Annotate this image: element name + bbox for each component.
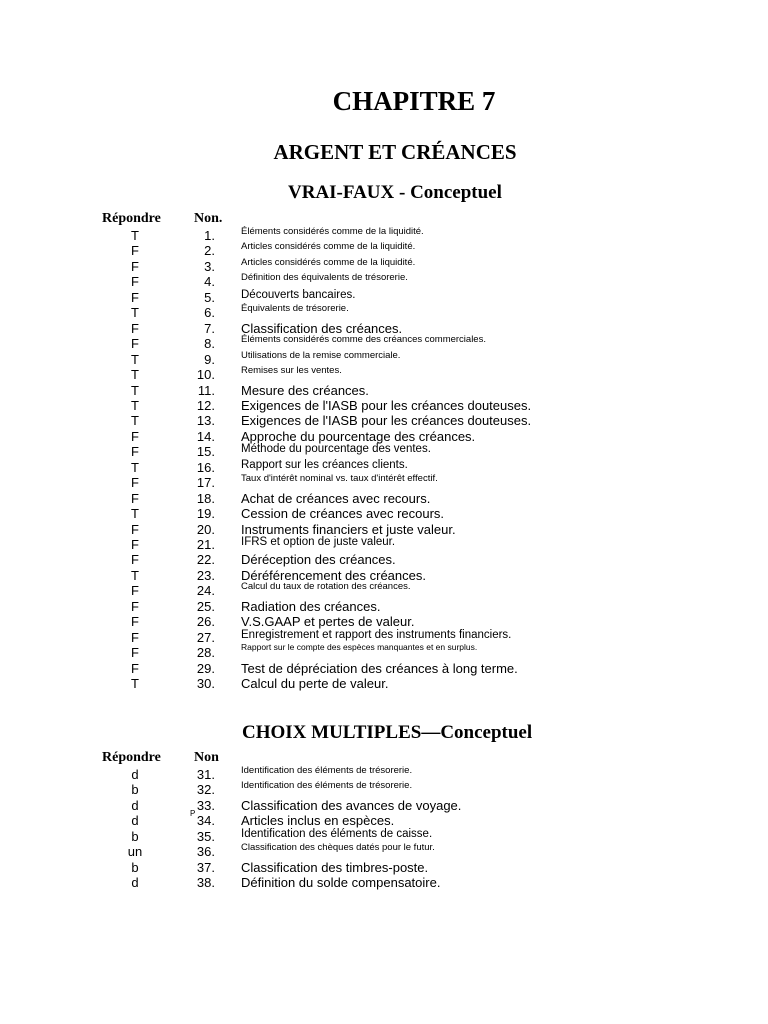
- answer-value: b: [131, 859, 139, 875]
- question-description: Articles inclus en espèces.: [241, 813, 395, 829]
- question-description: IFRS et option de juste valeur.: [241, 536, 396, 548]
- question-description: Enregistrement et rapport des instruments financiers.: [241, 628, 512, 641]
- question-number: 14.: [196, 428, 215, 444]
- question-description: Rapport sur les créances clients.: [241, 458, 408, 471]
- question-number: 21.: [196, 537, 215, 552]
- question-number: 38.: [196, 875, 215, 891]
- question-number: 19.: [196, 506, 215, 522]
- mc-number-header: Non: [194, 750, 219, 765]
- question-description: Remises sur les ventes.: [241, 365, 342, 377]
- answer-value: d: [131, 813, 139, 829]
- answer-value: F: [131, 629, 139, 645]
- question-description: Définition du solde compensatoire.: [241, 875, 441, 891]
- question-description: Radiation des créances.: [241, 598, 381, 614]
- answer-value: F: [131, 614, 139, 630]
- question-row: [0, 290, 768, 305]
- answer-value: F: [131, 289, 139, 305]
- question-number: 13.: [196, 413, 215, 429]
- question-number: 4.: [204, 274, 215, 290]
- question-description: Exigences de l'IASB pour les créances douteuses.: [241, 413, 532, 429]
- question-description: Mesure des créances.: [241, 382, 369, 398]
- answer-value: T: [131, 305, 139, 321]
- answer-value: T: [131, 228, 139, 243]
- answer-value: F: [131, 320, 139, 336]
- answer-value: T: [131, 367, 139, 383]
- question-number: 33.: [196, 797, 215, 813]
- question-number: 31.: [196, 767, 215, 782]
- chapter-title: CHAPITRE 7: [332, 86, 496, 116]
- question-row: [0, 429, 768, 444]
- answer-value: T: [131, 351, 139, 367]
- question-description: Identification des éléments de caisse.: [241, 827, 433, 840]
- question-row: [0, 583, 768, 598]
- question-number: 18.: [196, 490, 215, 506]
- question-description: Taux d'intérêt nominal vs. taux d'intérêt effectif.: [241, 473, 438, 485]
- question-number: 26.: [196, 614, 215, 630]
- question-number: 20.: [196, 521, 215, 537]
- question-row: [0, 491, 768, 506]
- answer-value: F: [131, 598, 139, 614]
- question-row: [0, 614, 768, 629]
- question-description: Identification des éléments de trésorerie.: [241, 765, 413, 776]
- question-number: 34.: [196, 813, 215, 829]
- question-row: [0, 305, 768, 320]
- question-number: 30.: [196, 676, 215, 692]
- answer-value: F: [131, 660, 139, 676]
- question-description: Méthode du pourcentage des ventes.: [241, 443, 431, 456]
- question-description: Classification des chèques datés pour le futur.: [241, 842, 435, 854]
- subject-title: ARGENT ET CRÉANCES: [273, 140, 517, 164]
- question-number: 5.: [204, 289, 215, 305]
- question-row: [0, 506, 768, 521]
- question-description: Classification des timbres-poste.: [241, 859, 429, 875]
- question-number: 32.: [196, 782, 215, 798]
- question-description: Classification des créances.: [241, 320, 403, 336]
- question-row: [0, 599, 768, 614]
- question-description: Définition des équivalents de trésorerie.: [241, 272, 408, 284]
- question-row: [0, 642, 768, 661]
- question-number: 8.: [204, 336, 215, 352]
- question-number: 10.: [196, 367, 215, 383]
- answer-value: F: [131, 475, 139, 491]
- question-description: Calcul du taux de rotation des créances.: [241, 581, 411, 593]
- question-number: 28.: [196, 645, 215, 661]
- question-number: 15.: [196, 444, 215, 460]
- answer-value: d: [131, 767, 139, 782]
- answer-value: T: [131, 459, 139, 475]
- question-description: Exigences de l'IASB pour les créances douteuses.: [241, 397, 532, 413]
- answer-value: b: [131, 782, 139, 798]
- tf-answer-header: Répondre: [102, 211, 161, 226]
- question-number: 27.: [196, 629, 215, 645]
- question-description: Test de dépréciation des créances à long terme.: [241, 660, 518, 676]
- answer-value: T: [131, 506, 139, 522]
- question-row: [0, 367, 768, 382]
- question-number: 7.: [204, 320, 215, 336]
- question-number: 1.: [204, 228, 215, 243]
- answer-value: T: [131, 382, 139, 398]
- question-number: 36.: [196, 844, 215, 860]
- question-description: Déréception des créances.: [241, 552, 396, 568]
- question-number: 29.: [196, 660, 215, 676]
- question-row: [0, 782, 768, 797]
- question-description: Articles considérés comme de la liquidité.: [241, 241, 416, 253]
- question-number: 37.: [196, 859, 215, 875]
- question-description: Calcul du perte de valeur.: [241, 676, 389, 692]
- answer-value: F: [131, 336, 139, 352]
- question-description: Instruments financiers et juste valeur.: [241, 521, 456, 537]
- answer-value: F: [131, 490, 139, 506]
- true-false-section-title: VRAI-FAUX - Conceptuel: [288, 182, 502, 203]
- answer-value: T: [131, 413, 139, 429]
- answer-value: F: [131, 428, 139, 444]
- question-number: 6.: [204, 305, 215, 321]
- question-row: [0, 860, 768, 875]
- question-row: [0, 661, 768, 676]
- question-number: 9.: [204, 351, 215, 367]
- question-row: [0, 398, 768, 413]
- question-number: 22.: [196, 552, 215, 568]
- question-row: [0, 676, 768, 691]
- answer-value: T: [131, 676, 139, 692]
- question-number: 24.: [196, 583, 215, 599]
- question-description: Articles considérés comme de la liquidité.: [241, 256, 416, 268]
- question-row: [0, 552, 768, 567]
- question-row: [0, 383, 768, 398]
- question-description: Déréférencement des créances.: [241, 567, 426, 583]
- question-description: Utilisations de la remise commerciale.: [241, 349, 401, 361]
- mc-answer-header: Répondre: [102, 750, 161, 765]
- question-number: 3.: [204, 258, 215, 274]
- question-row: [0, 349, 768, 367]
- answer-value: F: [131, 537, 139, 552]
- question-marker: P: [190, 809, 196, 819]
- question-description: Découverts bancaires.: [241, 288, 356, 301]
- question-row: [0, 844, 768, 859]
- question-description: Éléments considérés comme des créances commerciales.: [241, 334, 486, 346]
- question-number: 12.: [196, 397, 215, 413]
- answer-value: T: [131, 397, 139, 413]
- tf-number-header: Non.: [194, 211, 223, 226]
- answer-value: F: [131, 521, 139, 537]
- answer-value: d: [131, 875, 139, 891]
- question-row: [0, 444, 768, 459]
- answer-value: T: [131, 567, 139, 583]
- question-row: [0, 875, 768, 890]
- question-number: 17.: [196, 475, 215, 491]
- answer-value: d: [131, 797, 139, 813]
- answer-value: un: [127, 844, 143, 860]
- answer-value: F: [131, 583, 139, 599]
- question-row: [0, 475, 768, 490]
- question-row: [0, 809, 768, 829]
- question-description: Rapport sur le compte des espèces manquantes et en surplus.: [241, 642, 478, 653]
- question-number: 35.: [196, 828, 215, 844]
- answer-value: F: [131, 444, 139, 460]
- answer-value: F: [131, 243, 139, 259]
- question-description: Achat de créances avec recours.: [241, 490, 431, 506]
- question-number: 2.: [204, 243, 215, 259]
- question-description: V.S.GAAP et pertes de valeur.: [241, 614, 415, 630]
- question-number: 23.: [196, 567, 215, 583]
- question-number: 25.: [196, 598, 215, 614]
- question-description: Classification des avances de voyage.: [241, 797, 462, 813]
- question-number: 16.: [196, 459, 215, 475]
- multiple-choice-section-title: CHOIX MULTIPLES—Conceptuel: [242, 722, 533, 743]
- question-row: [0, 798, 768, 813]
- question-row: [0, 274, 768, 289]
- question-description: Identification des éléments de trésorerie.: [241, 780, 413, 792]
- answer-value: F: [131, 645, 139, 661]
- answer-value: b: [131, 828, 139, 844]
- question-description: Cession de créances avec recours.: [241, 506, 445, 522]
- question-row: [0, 413, 768, 428]
- question-row: [0, 537, 768, 552]
- answer-value: F: [131, 274, 139, 290]
- question-row: [0, 522, 768, 537]
- question-description: Éléments considérés comme de la liquidité.: [241, 226, 424, 237]
- question-number: 11.: [197, 382, 215, 398]
- answer-value: F: [131, 552, 139, 568]
- question-description: Équivalents de trésorerie.: [241, 303, 349, 315]
- answer-value: F: [131, 258, 139, 274]
- question-description: Approche du pourcentage des créances.: [241, 428, 476, 444]
